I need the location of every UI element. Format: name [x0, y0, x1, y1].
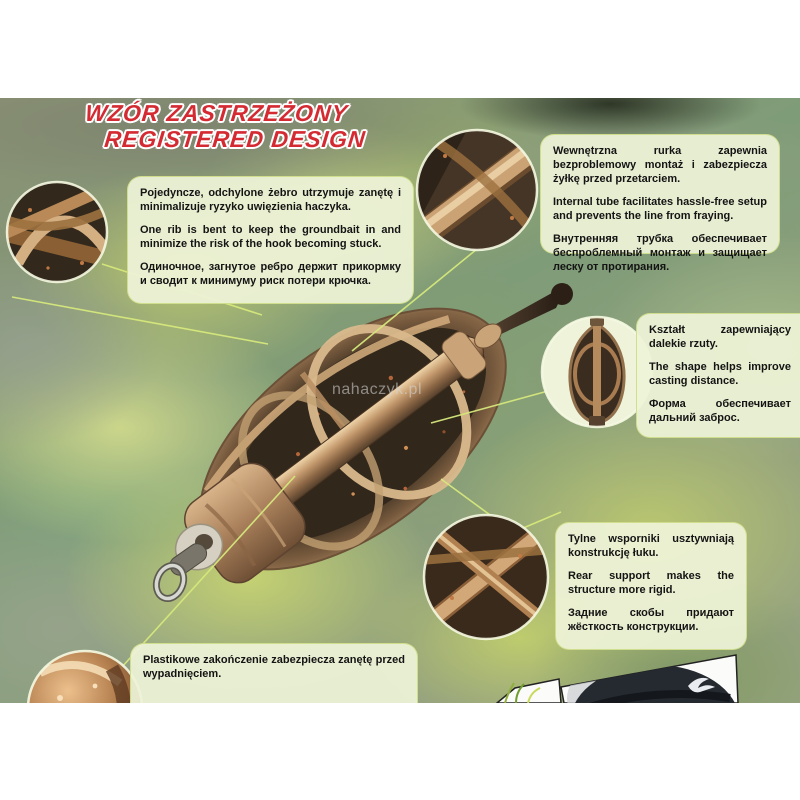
shape-text-pl: Kształt zapewniający dalekie rzuty. [649, 324, 791, 350]
cap-text-pl: Plastikowe zakończenie zabezpiecza zanętę przed wypadnięciem. [143, 654, 405, 680]
camo-poster [0, 98, 800, 703]
stamp-line-en: REGISTERED DESIGN [103, 126, 368, 152]
rib-text-pl: Pojedyncze, odchylone żebro utrzymuje zanętę i minimalizuje ryzyko uwięzienia haczyka. [140, 187, 401, 213]
stamp-line-pl: WZÓR ZASTRZEŻONY [84, 100, 350, 126]
text-box-rib [127, 176, 414, 304]
photo-panel-grass [497, 679, 561, 703]
tube-text-pl: Wewnętrzna rurka zapewnia bezproblemowy montaż i zabezpiecza żyłkę przed przetarciem. [553, 145, 767, 185]
rear-text-en: Rear support makes the structure more rigid. [568, 569, 734, 596]
text-box-shape [636, 313, 800, 438]
watermark: nahaczyk.pl [332, 381, 422, 398]
text-box-cap [130, 643, 418, 703]
photo-panel-angler [561, 655, 739, 703]
rear-text-pl: Tylne wsporniki usztywniają konstrukcję łuku. [568, 533, 734, 559]
callout-circle-rear [424, 515, 548, 639]
tube-text-en: Internal tube facilitates hassle-free setup and prevents the line from fraying. [553, 195, 767, 222]
rear-text-ru: Задние скобы придают жёсткость конструкции. [568, 606, 734, 633]
shape-text-ru: Форма обеспечивает дальний заброс. [649, 397, 791, 424]
text-box-tube [540, 134, 780, 273]
rib-text-ru: Одиночное, загнутое ребро держит прикормку и сводит к минимуму риск потери крючка. [140, 260, 401, 287]
callout-circle-cap [28, 651, 142, 703]
shape-text-en: The shape helps improve casting distance. [649, 360, 791, 387]
registered-design-stamp [81, 100, 370, 152]
text-box-rear [555, 522, 747, 650]
rib-text-en: One rib is bent to keep the groundbait in and minimize the risk of the hook becoming stuck. [140, 223, 401, 250]
tube-text-ru: Внутренняя трубка обеспечивает беспроблемный монтаж и защищает леску от протирания. [553, 232, 767, 273]
